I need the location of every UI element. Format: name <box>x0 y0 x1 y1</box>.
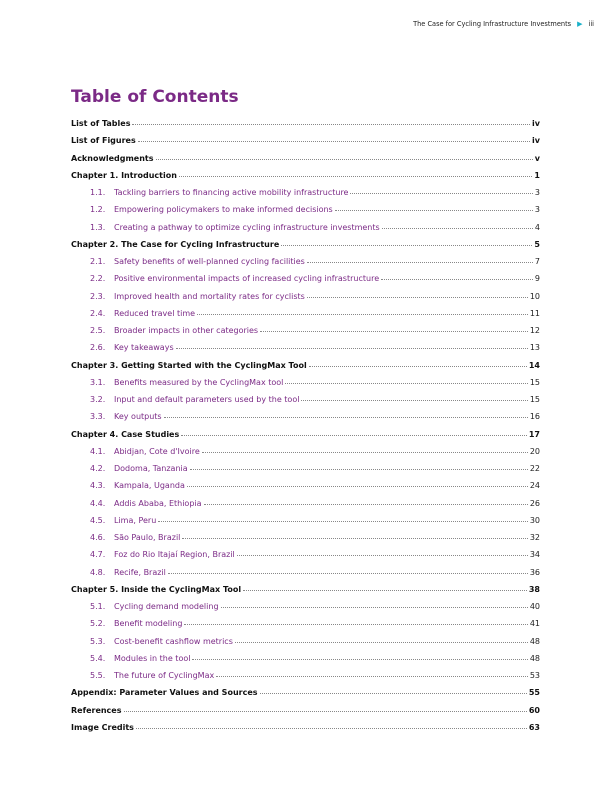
toc-entry-number: 4.4. <box>90 498 106 508</box>
toc-subentry[interactable] <box>71 223 540 240</box>
toc-subentry[interactable] <box>71 654 540 671</box>
toc-entry-title: Key outputs <box>114 412 162 422</box>
toc-entry-page: 7 <box>534 257 540 266</box>
toc-entry[interactable] <box>71 240 540 257</box>
dot-leader <box>301 399 527 401</box>
toc-entry-page: 30 <box>529 515 540 525</box>
toc-entry-number: 2.1. <box>90 257 106 266</box>
toc-subentry[interactable] <box>71 637 540 654</box>
toc-subentry[interactable] <box>71 619 540 636</box>
toc-entry-page: 5 <box>534 239 540 249</box>
toc-entry-number: 4.5. <box>90 515 106 525</box>
toc-entry-title: List of Figures <box>71 136 136 146</box>
toc-entry-number: 4.2. <box>90 464 106 473</box>
toc-entry[interactable] <box>71 136 540 153</box>
dot-leader <box>138 140 530 142</box>
toc-entry-page: 38 <box>528 584 540 594</box>
dot-leader <box>381 278 533 280</box>
toc-entry[interactable] <box>71 430 540 447</box>
toc-entry-page: 16 <box>529 412 540 422</box>
dot-leader <box>132 123 530 125</box>
toc-subentry[interactable] <box>71 447 540 464</box>
toc-subentry[interactable] <box>71 257 540 274</box>
toc-entry[interactable] <box>71 154 540 171</box>
toc-subentry[interactable] <box>71 499 540 516</box>
toc-entry-page: 17 <box>528 429 540 439</box>
toc-entry-title: Lima, Peru <box>114 515 157 525</box>
toc-entry-page: 11 <box>529 308 540 318</box>
toc-entry[interactable] <box>71 361 540 378</box>
toc-entry-title: Benefits measured by the CyclingMax tool <box>114 377 284 387</box>
toc-entry-number: 5.4. <box>90 653 106 663</box>
toc-entry-page: iv <box>532 119 540 128</box>
toc-subentry[interactable] <box>71 412 540 429</box>
toc-entry-page: 1 <box>534 170 540 180</box>
toc-entry-title: Broader impacts in other categories <box>114 326 259 335</box>
toc-entry-title: References <box>71 705 122 715</box>
toc-entry-number: 4.1. <box>90 446 106 456</box>
toc-entry-page: 3 <box>534 188 540 197</box>
toc-subentry[interactable] <box>71 464 540 481</box>
toc-entry-page: 24 <box>529 481 540 491</box>
toc-entry-page: 48 <box>529 636 540 646</box>
toc-entry-page: 20 <box>529 446 540 456</box>
dot-leader <box>307 296 528 298</box>
toc-entry-page: 41 <box>529 619 540 629</box>
toc-subentry[interactable] <box>71 343 540 360</box>
toc-entry-number: 1.1. <box>90 188 106 197</box>
toc-entry-page: iv <box>532 136 540 146</box>
toc-entry-number: 4.6. <box>90 533 106 542</box>
dot-leader <box>158 520 528 522</box>
page-number: iii <box>588 20 594 28</box>
toc-entry[interactable] <box>71 171 540 188</box>
toc-entry-number: 4.7. <box>90 550 106 560</box>
dot-leader <box>221 606 528 608</box>
dot-leader <box>243 589 527 591</box>
toc-entry-number: 3.3. <box>90 412 106 422</box>
running-title: The Case for Cycling Infrastructure Investments <box>413 20 572 28</box>
dot-leader <box>309 365 527 367</box>
toc-entry-page: 12 <box>529 326 540 335</box>
toc-list <box>71 119 540 740</box>
toc-entry-title: Cycling demand modeling <box>114 602 219 611</box>
toc-entry-page: 63 <box>528 722 540 732</box>
page-title: Table of Contents <box>71 87 239 107</box>
dot-leader <box>168 572 528 574</box>
toc-entry-title: Chapter 4. Case Studies <box>71 429 180 439</box>
toc-entry-number: 3.2. <box>90 395 106 404</box>
toc-entry-number: 2.3. <box>90 291 106 301</box>
dot-leader <box>192 658 527 660</box>
dot-leader <box>182 537 527 539</box>
dot-leader <box>382 227 533 229</box>
toc-entry-page: 10 <box>529 291 540 301</box>
toc-entry-page: 9 <box>534 274 540 284</box>
dot-leader <box>156 158 533 160</box>
dot-leader <box>181 434 527 436</box>
toc-entry-page: 13 <box>529 343 540 353</box>
toc-entry-page: 32 <box>529 533 540 542</box>
toc-entry[interactable] <box>71 119 540 136</box>
dot-leader <box>260 692 527 694</box>
dot-leader <box>179 175 533 177</box>
toc-entry-number: 4.8. <box>90 567 106 577</box>
toc-entry[interactable] <box>71 723 540 740</box>
toc-entry-title: Input and default parameters used by the tool <box>114 395 300 404</box>
toc-subentry[interactable] <box>71 292 540 309</box>
toc-entry-title: Image Credits <box>71 722 134 732</box>
toc-entry-number: 2.6. <box>90 343 106 353</box>
dot-leader <box>190 468 528 470</box>
toc-subentry[interactable] <box>71 188 540 205</box>
toc-entry-page: 55 <box>528 688 540 698</box>
dot-leader <box>350 192 532 194</box>
toc-entry-page: 22 <box>529 464 540 473</box>
toc-entry-title: Benefit modeling <box>114 619 183 629</box>
dot-leader <box>197 313 528 315</box>
dot-leader <box>237 554 528 556</box>
toc-entry-title: Acknowledgments <box>71 153 154 163</box>
dot-leader <box>307 261 533 263</box>
toc-entry-title: Reduced travel time <box>114 308 196 318</box>
toc-entry[interactable] <box>71 585 540 602</box>
toc-entry-page: 60 <box>528 705 540 715</box>
toc-entry-title: Chapter 2. The Case for Cycling Infrastructure <box>71 239 280 249</box>
toc-entry-title: Abidjan, Cote d'Ivoire <box>114 446 200 456</box>
triangle-right-icon: ▶ <box>577 19 583 28</box>
dot-leader <box>136 727 527 729</box>
toc-entry-number: 1.2. <box>90 205 106 215</box>
toc-entry-number: 5.1. <box>90 602 106 611</box>
toc-subentry[interactable] <box>71 274 540 291</box>
toc-subentry[interactable] <box>71 516 540 533</box>
dot-leader <box>187 485 528 487</box>
toc-entry-number: 2.2. <box>90 274 106 284</box>
toc-entry-title: Dodoma, Tanzania <box>114 464 188 473</box>
dot-leader <box>260 330 528 332</box>
toc-entry-title: Addis Ababa, Ethiopia <box>114 498 202 508</box>
toc-entry-title: Empowering policymakers to make informed decisions <box>114 205 333 215</box>
toc-entry[interactable] <box>71 688 540 705</box>
toc-entry-title: Creating a pathway to optimize cycling infrastructure investments <box>114 222 380 232</box>
toc-entry-title: Positive environmental impacts of increased cycling infrastructure <box>114 274 380 284</box>
toc-subentry[interactable] <box>71 326 540 343</box>
dot-leader <box>285 382 527 384</box>
toc-entry-number: 1.3. <box>90 222 106 232</box>
toc-entry-number: 5.5. <box>90 671 106 680</box>
toc-entry[interactable] <box>71 706 540 723</box>
toc-subentry[interactable] <box>71 533 540 550</box>
toc-entry-number: 2.5. <box>90 326 106 335</box>
toc-entry-title: Key takeaways <box>114 343 174 353</box>
toc-entry-title: São Paulo, Brazil <box>114 533 181 542</box>
dot-leader <box>216 675 528 677</box>
dot-leader <box>176 347 528 349</box>
toc-entry-page: 15 <box>529 377 540 387</box>
toc-entry-title: Cost-benefit cashflow metrics <box>114 636 233 646</box>
toc-entry-title: Safety benefits of well-planned cycling facilities <box>114 257 305 266</box>
toc-subentry[interactable] <box>71 568 540 585</box>
dot-leader <box>335 209 533 211</box>
toc-entry-title: Chapter 1. Introduction <box>71 170 177 180</box>
toc-subentry[interactable] <box>71 671 540 688</box>
toc-subentry[interactable] <box>71 550 540 567</box>
toc-subentry[interactable] <box>71 395 540 412</box>
dot-leader <box>235 641 528 643</box>
toc-entry-title: Improved health and mortality rates for cyclists <box>114 291 305 301</box>
toc-entry-page: 15 <box>529 395 540 404</box>
toc-entry-page: 40 <box>529 602 540 611</box>
toc-entry-page: 14 <box>528 360 540 370</box>
toc-entry-title: Appendix: Parameter Values and Sources <box>71 688 258 698</box>
toc-entry-title: Chapter 5. Inside the CyclingMax Tool <box>71 584 242 594</box>
toc-entry-page: 36 <box>529 567 540 577</box>
toc-subentry[interactable] <box>71 205 540 222</box>
toc-entry-number: 3.1. <box>90 377 106 387</box>
toc-entry-title: Foz do Rio Itajaí Region, Brazil <box>114 550 235 560</box>
toc-subentry[interactable] <box>71 309 540 326</box>
toc-entry-title: Tackling barriers to financing active mobility infrastructure <box>114 188 349 197</box>
toc-entry-page: 53 <box>529 671 540 680</box>
toc-entry-page: 26 <box>529 498 540 508</box>
toc-entry-page: 34 <box>529 550 540 560</box>
toc-subentry[interactable] <box>71 378 540 395</box>
toc-entry-title: Recife, Brazil <box>114 567 166 577</box>
dot-leader <box>124 710 527 712</box>
toc-entry-number: 5.3. <box>90 636 106 646</box>
toc-entry-number: 4.3. <box>90 481 106 491</box>
toc-entry-title: List of Tables <box>71 119 131 128</box>
toc-entry-title: Kampala, Uganda <box>114 481 185 491</box>
dot-leader <box>164 416 528 418</box>
dot-leader <box>204 503 528 505</box>
dot-leader <box>202 451 528 453</box>
toc-entry-page: 3 <box>534 205 540 215</box>
toc-entry-number: 2.4. <box>90 308 106 318</box>
running-header <box>413 20 594 28</box>
dot-leader <box>281 244 532 246</box>
toc-entry-page: v <box>534 153 540 163</box>
toc-entry-page: 4 <box>534 222 540 232</box>
toc-subentry[interactable] <box>71 602 540 619</box>
toc-entry-page: 48 <box>529 653 540 663</box>
dot-leader <box>184 623 527 625</box>
toc-subentry[interactable] <box>71 481 540 498</box>
toc-entry-title: Chapter 3. Getting Started with the CyclingMax Tool <box>71 360 307 370</box>
toc-entry-title: Modules in the tool <box>114 653 191 663</box>
toc-entry-number: 5.2. <box>90 619 106 629</box>
toc-entry-title: The future of CyclingMax <box>114 671 215 680</box>
